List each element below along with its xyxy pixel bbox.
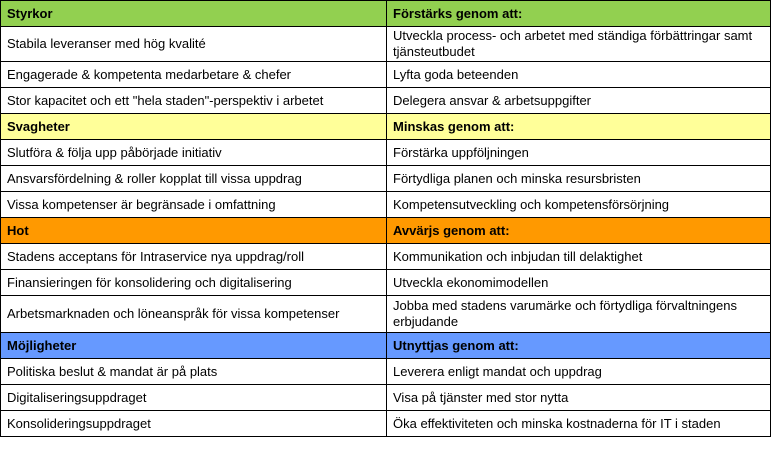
action-cell: Visa på tjänster med stor nytta	[387, 385, 771, 411]
action-cell: Leverera enligt mandat och uppdrag	[387, 359, 771, 385]
section-action-title: Förstärks genom att:	[387, 1, 771, 27]
section-action-title: Minskas genom att:	[387, 114, 771, 140]
item-cell: Slutföra & följa upp påbörjade initiativ	[1, 140, 387, 166]
item-cell: Stadens acceptans för Intraservice nya uppdrag/roll	[1, 244, 387, 270]
action-cell: Jobba med stadens varumärke och förtydliga förvaltningens erbjudande	[387, 296, 771, 333]
section-header-styrkor	[1, 1, 771, 27]
table-row	[1, 88, 771, 114]
table-row	[1, 192, 771, 218]
item-cell: Ansvarsfördelning & roller kopplat till vissa uppdrag	[1, 166, 387, 192]
section-header-mojligheter	[1, 333, 771, 359]
section-action-title: Avvärjs genom att:	[387, 218, 771, 244]
section-header-svagheter	[1, 114, 771, 140]
item-cell: Digitaliseringsuppdraget	[1, 385, 387, 411]
action-cell: Utveckla process- och arbetet med ständiga förbättringar samt tjänsteutbudet	[387, 27, 771, 62]
item-cell: Konsolideringsuppdraget	[1, 411, 387, 437]
section-action-title: Utnyttjas genom att:	[387, 333, 771, 359]
item-cell: Politiska beslut & mandat är på plats	[1, 359, 387, 385]
item-cell: Engagerade & kompetenta medarbetare & chefer	[1, 62, 387, 88]
action-cell: Öka effektiviteten och minska kostnaderna för IT i staden	[387, 411, 771, 437]
table-row	[1, 62, 771, 88]
item-cell: Finansieringen för konsolidering och digitalisering	[1, 270, 387, 296]
item-cell: Stabila leveranser med hög kvalité	[1, 27, 387, 62]
section-title: Styrkor	[1, 1, 387, 27]
action-cell: Förtydliga planen och minska resursbristen	[387, 166, 771, 192]
item-cell: Vissa kompetenser är begränsade i omfattning	[1, 192, 387, 218]
table-row	[1, 385, 771, 411]
action-cell: Kommunikation och inbjudan till delaktighet	[387, 244, 771, 270]
table-row	[1, 359, 771, 385]
table-row	[1, 27, 771, 62]
section-header-hot	[1, 218, 771, 244]
action-cell: Kompetensutveckling och kompetensförsörjning	[387, 192, 771, 218]
action-cell: Delegera ansvar & arbetsuppgifter	[387, 88, 771, 114]
table-row	[1, 270, 771, 296]
section-title: Hot	[1, 218, 387, 244]
section-title: Svagheter	[1, 114, 387, 140]
table-row	[1, 244, 771, 270]
item-cell: Arbetsmarknaden och löneanspråk för vissa kompetenser	[1, 296, 387, 333]
action-cell: Förstärka uppföljningen	[387, 140, 771, 166]
table-row	[1, 296, 771, 333]
item-cell: Stor kapacitet och ett "hela staden"-perspektiv i arbetet	[1, 88, 387, 114]
table-row	[1, 166, 771, 192]
section-title: Möjligheter	[1, 333, 387, 359]
action-cell: Lyfta goda beteenden	[387, 62, 771, 88]
action-cell: Utveckla ekonomimodellen	[387, 270, 771, 296]
table-row	[1, 140, 771, 166]
table-row	[1, 411, 771, 437]
